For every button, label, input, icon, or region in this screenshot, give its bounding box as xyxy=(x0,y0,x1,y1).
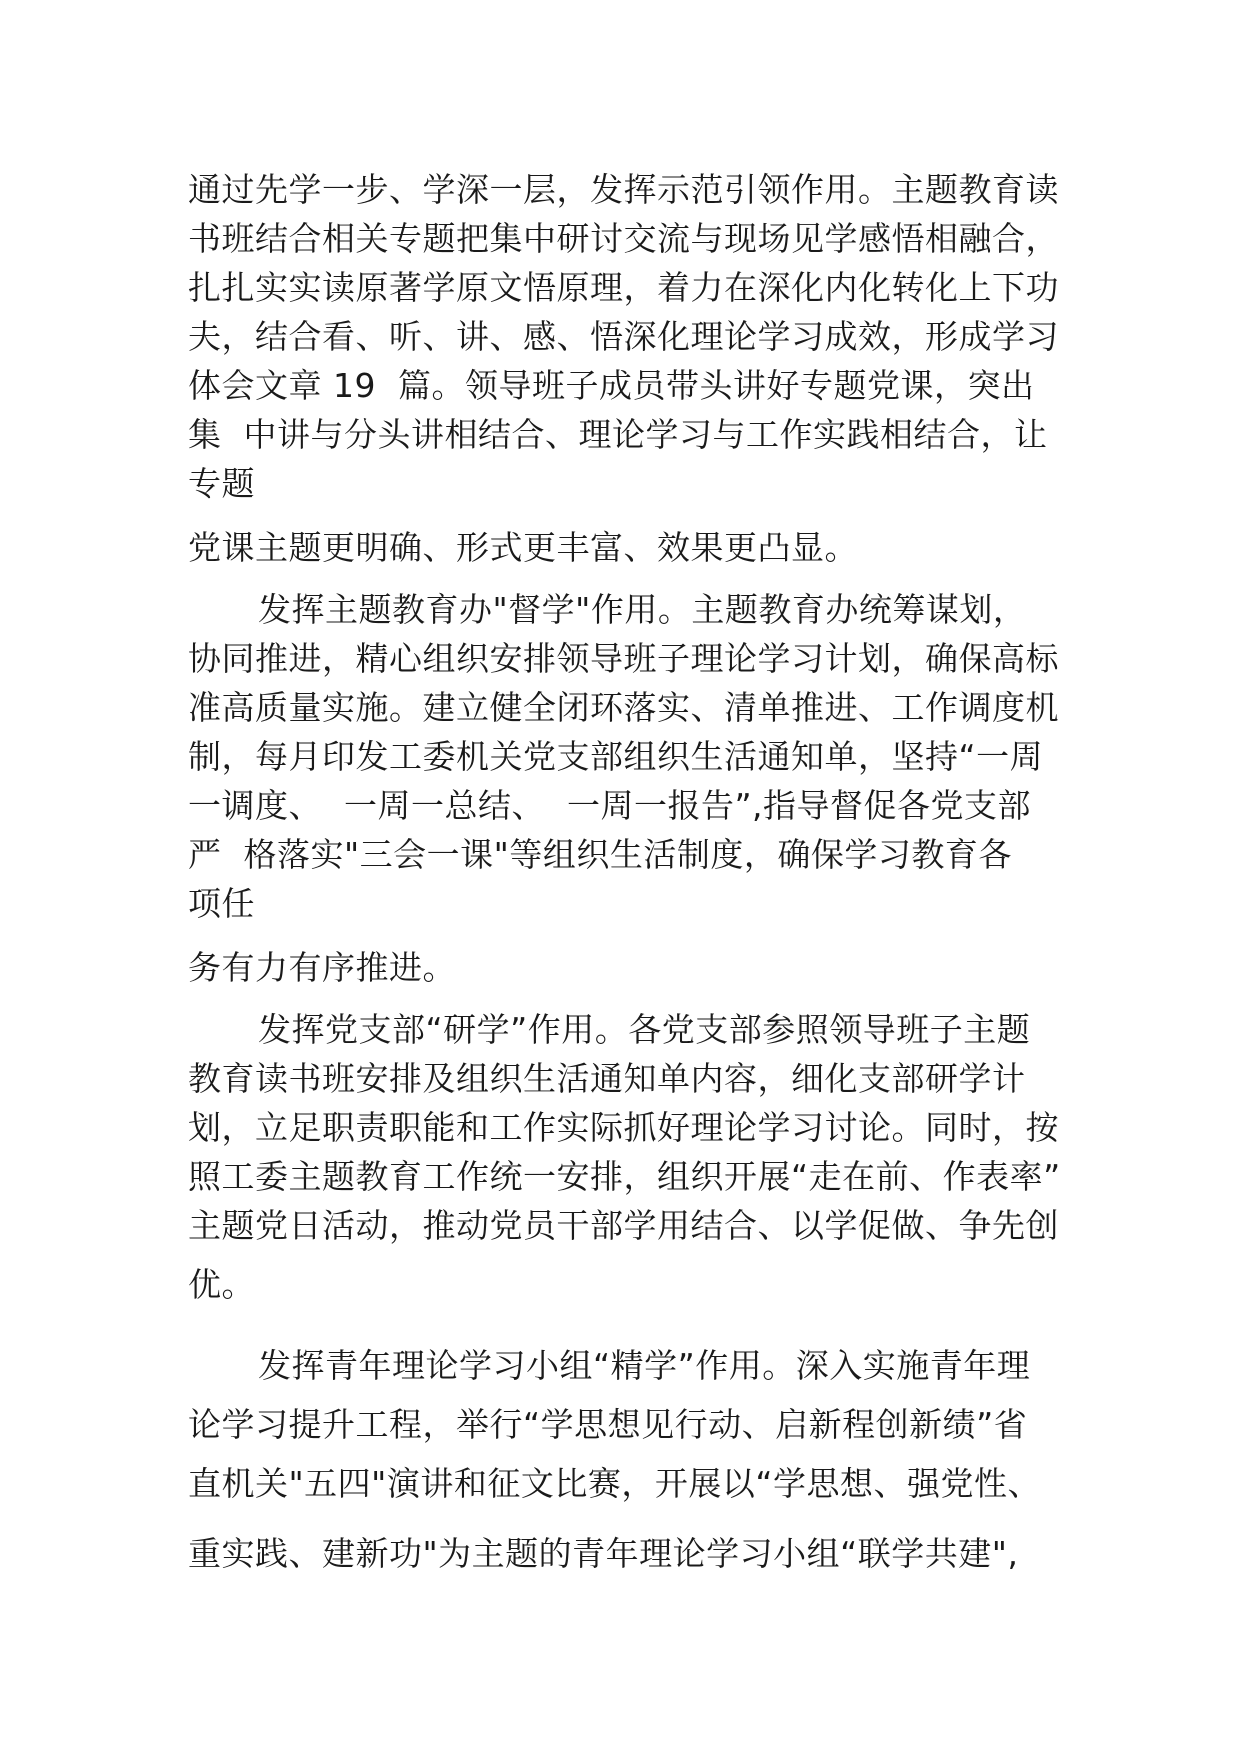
text-line: 通过先学一步、学深一层，发挥示范引领作用。主题教育读 xyxy=(188,170,1059,209)
text-line: 准高质量实施。建立健全闭环落实、清单推进、工作调度机 xyxy=(188,688,1059,727)
text-line: 严 格落实"三会一课"等组织生活制度，确保学习教育各 xyxy=(188,835,1012,874)
text-line: 一调度、 一周一总结、 一周一报告”,指导督促各党支部 xyxy=(188,786,1032,825)
text-line: 照工委主题教育工作统一安排，组织开展“走在前、作表率” xyxy=(188,1157,1061,1196)
text-line: 集 中讲与分头讲相结合、理论学习与工作实践相结合，让 xyxy=(188,415,1048,454)
paragraph-first-line: 发挥主题教育办"督学"作用。主题教育办统筹谋划， xyxy=(258,590,1027,629)
text-line: 直机关"五四"演讲和征文比赛，开展以“学思想、强党性、 xyxy=(188,1464,1041,1503)
text-line: 优。 xyxy=(188,1265,255,1304)
text-line: 论学习提升工程，举行“学思想见行动、启新程创新绩”省 xyxy=(188,1405,1028,1444)
text-line: 项任 xyxy=(188,884,255,923)
text-line: 书班结合相关专题把集中研讨交流与现场见学感悟相融合， xyxy=(188,219,1059,258)
text-line: 主题党日活动，推动党员干部学用结合、以学促做、争先创 xyxy=(188,1206,1059,1245)
text-line: 划，立足职责职能和工作实际抓好理论学习讨论。同时，按 xyxy=(188,1108,1059,1147)
text-line: 务有力有序推进。 xyxy=(188,948,456,987)
paragraph-first-line: 发挥党支部“研学”作用。各党支部参照领导班子主题 xyxy=(258,1010,1031,1049)
text-line: 体会文章 19 篇。领导班子成员带头讲好专题党课，突出 xyxy=(188,366,1035,405)
paragraph-first-line: 发挥青年理论学习小组“精学”作用。深入实施青年理 xyxy=(258,1346,1031,1385)
text-line: 党课主题更明确、形式更丰富、效果更凸显。 xyxy=(188,528,858,567)
text-line: 扎扎实实读原著学原文悟原理，着力在深化内化转化上下功 xyxy=(188,268,1059,307)
text-line: 夫，结合看、听、讲、感、悟深化理论学习成效，形成学习 xyxy=(188,317,1059,356)
text-line: 重实践、建新功"为主题的青年理论学习小组“联学共建", xyxy=(188,1534,1019,1573)
text-line: 协同推进，精心组织安排领导班子理论学习计划，确保高标 xyxy=(188,639,1059,678)
text-line: 制，每月印发工委机关党支部组织生活通知单，坚持“一周 xyxy=(188,737,1044,776)
text-line: 专题 xyxy=(188,464,255,503)
text-line: 教育读书班安排及组织生活通知单内容，细化支部研学计 xyxy=(188,1059,1026,1098)
